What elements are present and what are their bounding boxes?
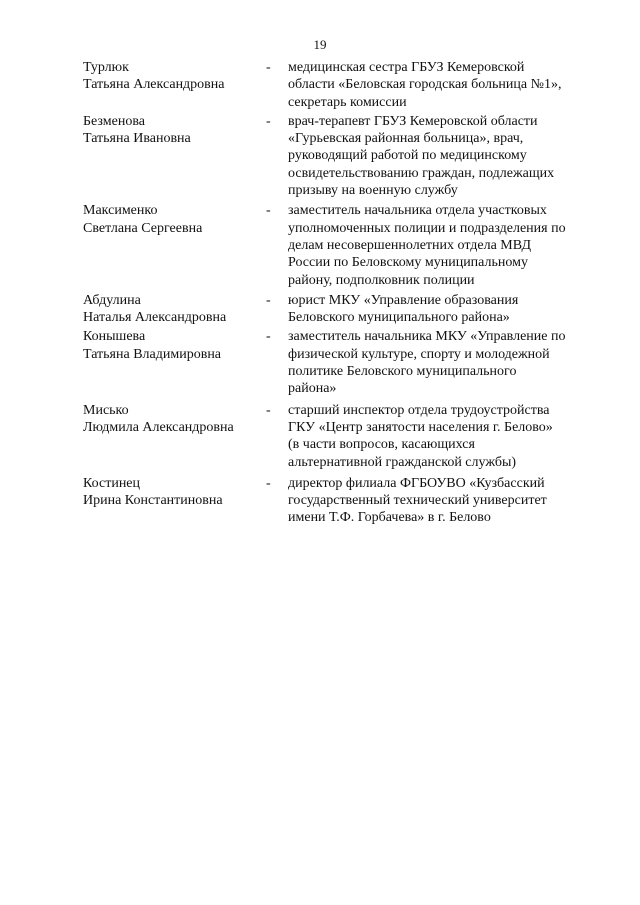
role-line: (в части вопросов, касающихся <box>288 437 475 453</box>
member-name <box>83 402 263 437</box>
member-entry <box>0 292 640 327</box>
member-role <box>288 328 600 397</box>
member-surname: Конышева <box>83 329 146 345</box>
role-line: району, подполковник полиции <box>288 272 475 288</box>
page-number: 19 <box>313 37 327 52</box>
role-line: директор филиала ФГБОУВО «Кузбасский <box>288 475 545 491</box>
member-role <box>288 113 600 199</box>
role-line: старший инспектор отдела трудоустройства <box>288 402 550 418</box>
member-dash: - <box>266 292 271 308</box>
member-given-name: Людмила Александровна <box>83 419 234 435</box>
member-name <box>83 59 263 94</box>
role-line: района» <box>288 381 337 397</box>
member-dash: - <box>266 203 271 219</box>
role-line: заместитель начальника отдела участковых <box>288 203 547 219</box>
role-line: государственный технический университет <box>288 493 547 509</box>
member-dash: - <box>266 475 271 491</box>
member-role <box>288 292 600 327</box>
member-name <box>83 113 263 148</box>
member-surname: Максименко <box>83 203 158 219</box>
role-line: юрист МКУ «Управление образования <box>288 292 519 308</box>
role-line: России по Беловскому муниципальному <box>288 255 528 271</box>
member-dash: - <box>266 329 271 345</box>
member-name <box>83 292 263 327</box>
member-dash: - <box>266 402 271 418</box>
role-line: ГКУ «Центр занятости населения г. Белово» <box>288 419 553 435</box>
role-line: заместитель начальника МКУ «Управление по <box>288 329 566 345</box>
member-name <box>83 475 263 510</box>
member-surname: Абдулина <box>83 292 141 308</box>
member-surname: Мисько <box>83 402 129 418</box>
member-entry <box>0 59 640 111</box>
role-line: врач-терапевт ГБУЗ Кемеровской области <box>288 113 538 129</box>
role-line: секретарь комиссии <box>288 94 407 110</box>
role-line: политике Беловского муниципального <box>288 364 517 380</box>
member-given-name: Ирина Константиновна <box>83 493 223 509</box>
member-surname: Костинец <box>83 475 141 491</box>
member-role <box>288 202 600 288</box>
member-role <box>288 402 600 471</box>
member-given-name: Наталья Александровна <box>83 310 227 326</box>
member-entry <box>0 402 640 471</box>
member-name <box>83 202 263 237</box>
role-line: Беловского муниципального района» <box>288 310 510 326</box>
member-entry <box>0 202 640 288</box>
member-given-name: Татьяна Александровна <box>83 77 225 93</box>
role-line: медицинская сестра ГБУЗ Кемеровской <box>288 60 525 75</box>
member-surname: Безменова <box>83 113 145 129</box>
member-entry <box>0 475 640 527</box>
role-line: уполномоченных полиции и подразделения по <box>288 220 566 236</box>
member-given-name: Светлана Сергеевна <box>83 220 203 236</box>
member-given-name: Татьяна Владимировна <box>83 346 222 362</box>
member-given-name: Татьяна Ивановна <box>83 131 191 147</box>
role-line: делам несовершеннолетних отдела МВД <box>288 237 532 253</box>
role-line: освидетельствованию граждан, подлежащих <box>288 165 555 181</box>
role-line: имени Т.Ф. Горбачева» в г. Белово <box>288 510 491 526</box>
role-line: призыву на военную службу <box>288 183 458 199</box>
role-line: «Гурьевская районная больница», врач, <box>288 131 524 147</box>
member-surname: Турлюк <box>83 60 129 75</box>
role-line: руководящий работой по медицинскому <box>288 148 527 164</box>
role-line: физической культуре, спорту и молодежной <box>288 346 550 362</box>
member-dash: - <box>266 113 271 129</box>
member-role <box>288 475 600 527</box>
commission-members-list <box>0 59 640 527</box>
role-line: альтернативной гражданской службы) <box>288 454 517 470</box>
member-name <box>83 328 263 363</box>
member-entry <box>0 113 640 199</box>
role-line: области «Беловская городская больница №1», <box>288 77 562 93</box>
member-entry <box>0 328 640 397</box>
member-role <box>288 59 600 111</box>
member-dash: - <box>266 60 271 75</box>
